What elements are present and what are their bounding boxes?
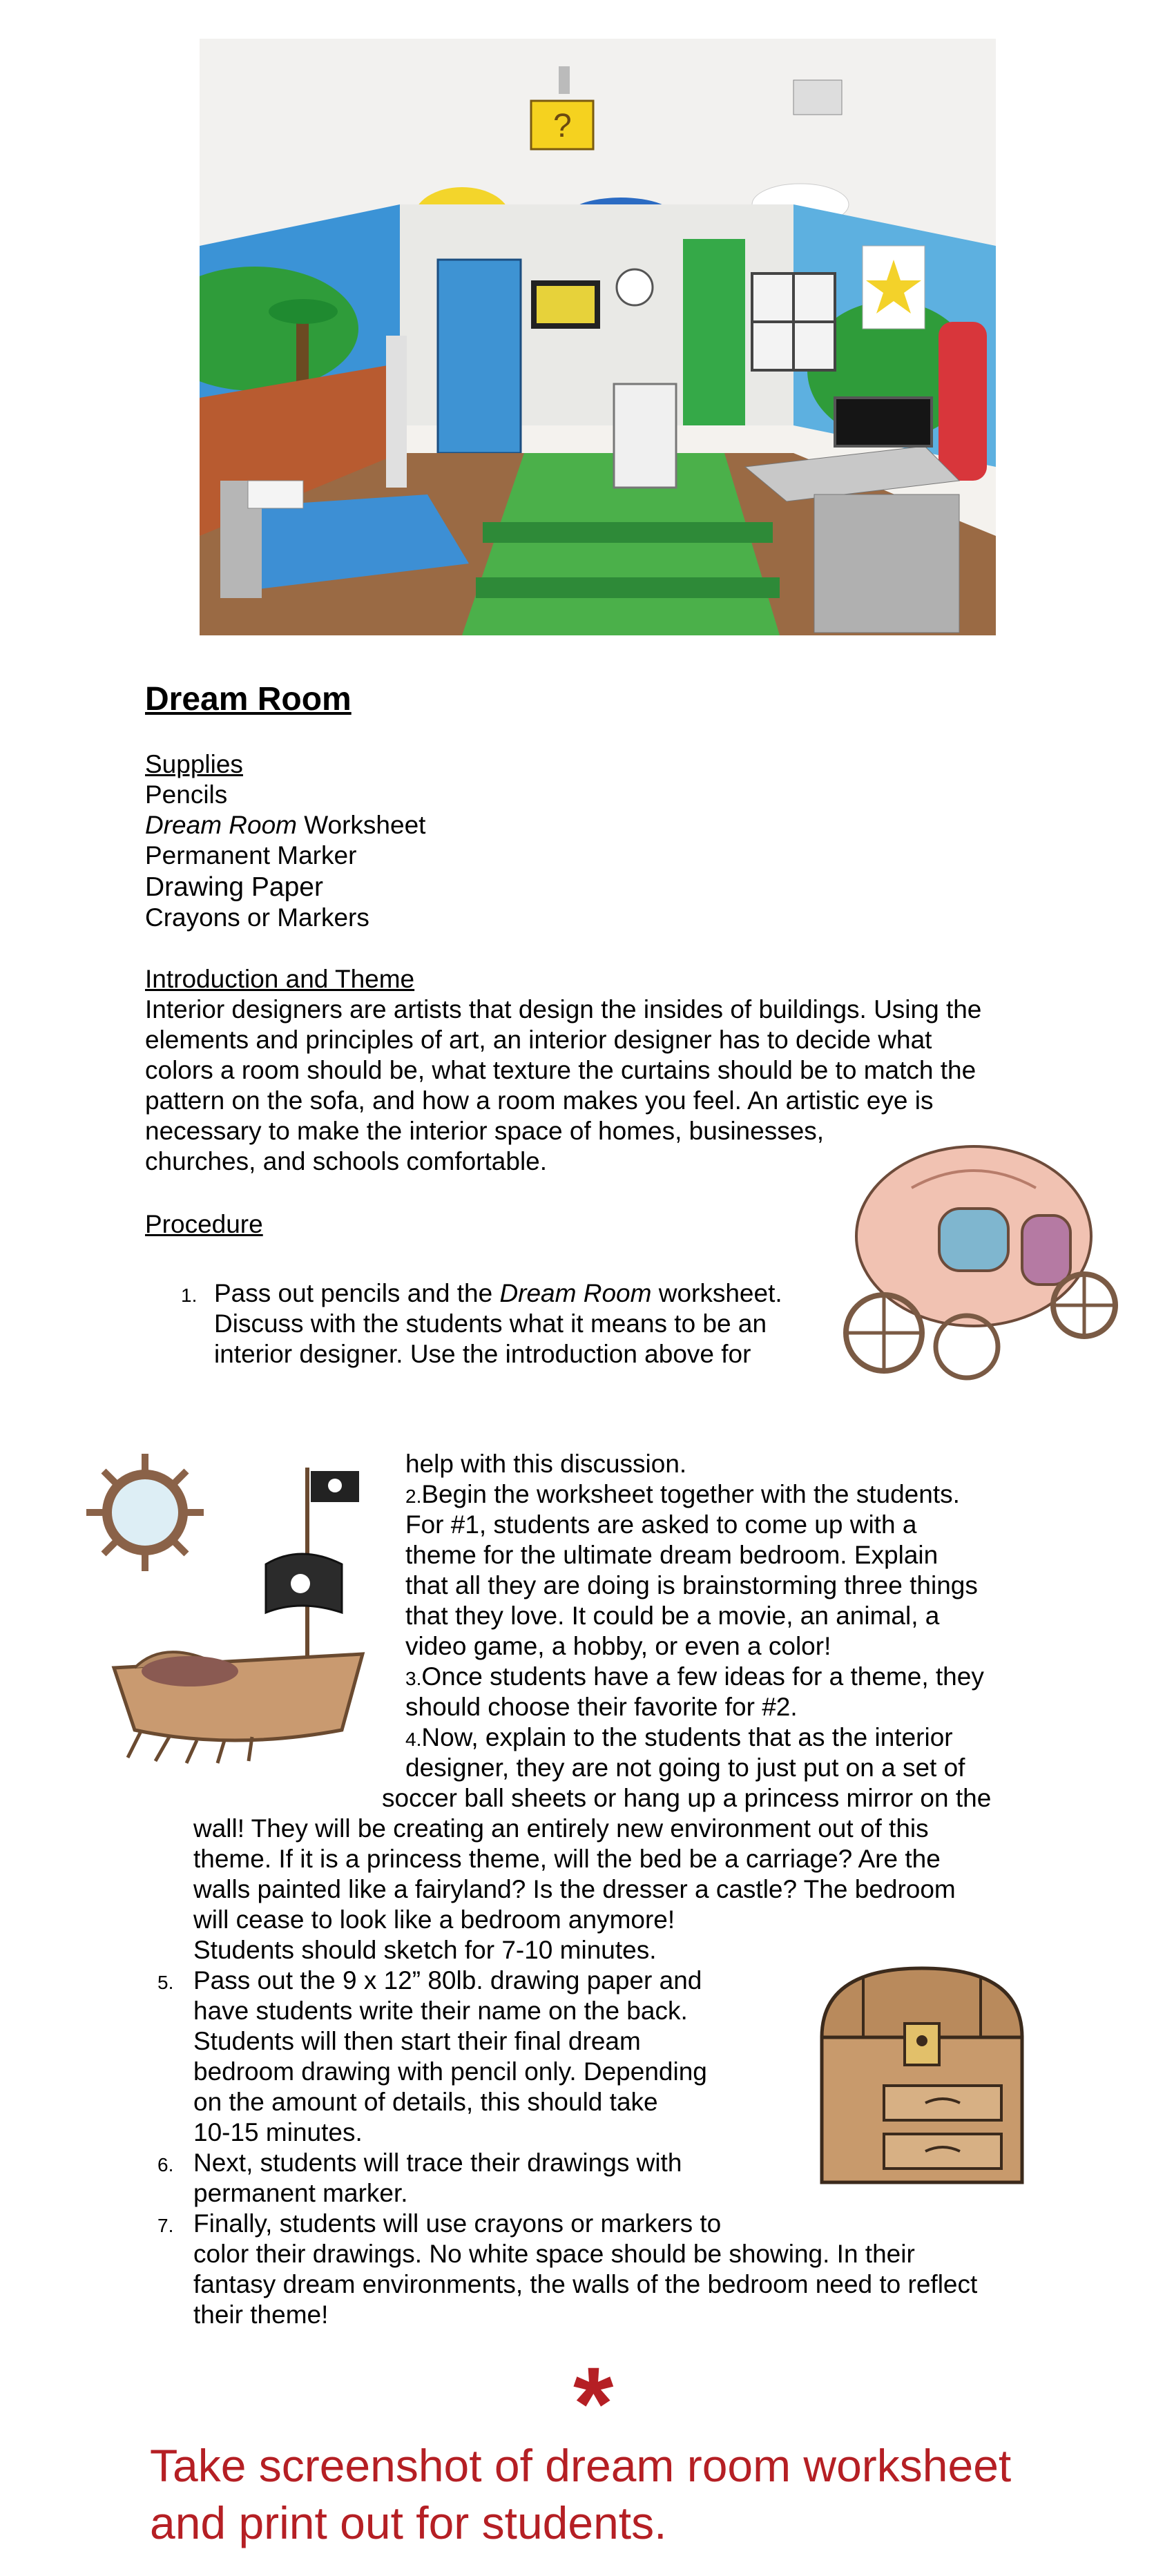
supply-item: Crayons or Markers [145, 903, 369, 932]
note-line: Take screenshot of dream room worksheet [150, 2440, 1012, 2491]
procedure-line: 10-15 minutes. [193, 2118, 363, 2146]
intro-line: pattern on the sofa, and how a room makes you feel. An artistic eye is [145, 1086, 934, 1115]
intro-line: necessary to make the interior space of homes, businesses, [145, 1117, 825, 1145]
procedure-line: that they love. It could be a movie, an animal, a [405, 1602, 940, 1630]
procedure-line: soccer ball sheets or hang up a princess mirror on the [382, 1784, 992, 1812]
list-number: 4. [405, 1729, 422, 1750]
worksheet-title-em: Dream Room [145, 811, 297, 839]
intro-line: churches, and schools comfortable. [145, 1147, 548, 1175]
procedure-line: Finally, students will use crayons or markers to [193, 2209, 722, 2238]
intro-line: Interior designers are artists that design the insides of buildings. Using the [145, 995, 982, 1023]
note-line: and print out for students. [150, 2497, 667, 2548]
step-text: worksheet. [651, 1279, 782, 1307]
supply-item: Permanent Marker [145, 841, 357, 869]
procedure-line: help with this discussion. [405, 1450, 687, 1478]
asterisk-mark: * [573, 2345, 614, 2461]
treasure-chest-drawing [808, 1954, 1036, 2196]
procedure-line: theme. If it is a princess theme, will the bed be a carriage? Are the [193, 1845, 941, 1873]
supply-item [145, 809, 425, 840]
procedure-line: should choose their favorite for #2. [405, 1693, 798, 1721]
procedure-line: fantasy dream environments, the walls of the bedroom need to reflect [193, 2270, 978, 2298]
procedure-line: Students will then start their final dream [193, 2027, 641, 2055]
supply-item: Pencils [145, 780, 228, 809]
intro-heading: Introduction and Theme [145, 965, 415, 993]
intro-line: colors a room should be, what texture the curtains should be to match the [145, 1056, 976, 1084]
procedure-line: Next, students will trace their drawings with [193, 2149, 682, 2177]
supply-item-text: Worksheet [297, 811, 426, 839]
step-text: Once students have a few ideas for a theme, they [421, 1662, 984, 1691]
procedure-line [214, 1278, 782, 1309]
supplies-heading: Supplies [145, 750, 243, 778]
procedure-line: their theme! [193, 2300, 329, 2329]
procedure-line: wall! They will be creating an entirely new environment out of this [193, 1814, 929, 1843]
procedure-line: permanent marker. [193, 2179, 408, 2207]
procedure-line [405, 1722, 953, 1755]
procedure-line: For #1, students are asked to come up with a [405, 1510, 917, 1539]
list-number: 6. [157, 2154, 174, 2175]
list-number: 2. [405, 1486, 422, 1507]
procedure-line: designer, they are not going to just put on a set of [405, 1753, 965, 1782]
pirate-ship-drawing [73, 1440, 376, 1765]
procedure-line: on the amount of details, this should take [193, 2088, 658, 2116]
step-text: Pass out pencils and the [214, 1279, 500, 1307]
supply-item: Drawing Paper [145, 872, 323, 902]
list-number: 7. [157, 2215, 174, 2236]
list-number: 5. [157, 1972, 174, 1993]
pumpkin-carriage-drawing [836, 1140, 1126, 1395]
procedure-line: theme for the ultimate dream bedroom. Explain [405, 1541, 939, 1569]
list-number: 3. [405, 1668, 422, 1689]
page-title: Dream Room [145, 681, 352, 718]
list-number: 1. [181, 1285, 198, 1306]
procedure-line: have students write their name on the back. [193, 1997, 688, 2025]
procedure-line: color their drawings. No white space should be showing. In their [193, 2240, 915, 2268]
intro-line: elements and principles of art, an interior designer has to decide what [145, 1026, 932, 1054]
procedure-line: that all they are doing is brainstorming three things [405, 1571, 978, 1599]
procedure-line [405, 1661, 984, 1694]
procedure-line: video game, a hobby, or even a color! [405, 1632, 831, 1660]
svg-text:?: ? [553, 108, 572, 144]
procedure-line: bedroom drawing with pencil only. Depending [193, 2057, 707, 2086]
step-text: Now, explain to the students that as the interior [421, 1723, 953, 1751]
dream-room-drawing [200, 39, 996, 635]
procedure-heading: Procedure [145, 1210, 263, 1238]
procedure-line: Students should sketch for 7-10 minutes. [193, 1936, 657, 1964]
procedure-line [405, 1479, 960, 1512]
procedure-line: interior designer. Use the introduction above for [214, 1340, 751, 1368]
procedure-line: walls painted like a fairyland? Is the dresser a castle? The bedroom [193, 1875, 956, 1903]
worksheet-title-em: Dream Room [499, 1279, 652, 1307]
procedure-line: will cease to look like a bedroom anymore! [193, 1905, 675, 1934]
step-text: Begin the worksheet together with the students. [421, 1480, 960, 1508]
procedure-line: Pass out the 9 x 12” 80lb. drawing paper and [193, 1966, 702, 1995]
procedure-line: Discuss with the students what it means to be an [214, 1309, 767, 1338]
